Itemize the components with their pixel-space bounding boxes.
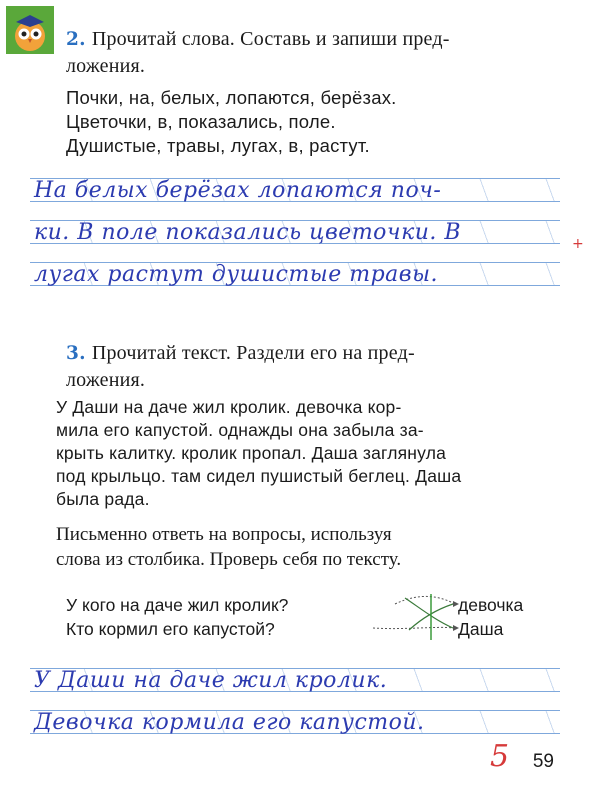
handwritten-line: Девочка кормила его капустой. xyxy=(34,710,425,735)
question-list xyxy=(66,593,366,641)
ruled-line xyxy=(30,262,560,286)
answer-word: Даша xyxy=(458,619,504,639)
answer-word: девочка xyxy=(458,595,524,615)
handwritten-line: На белых берёзах лопаются поч- xyxy=(34,178,442,203)
handwritten-line: ки. В поле показались цветочки. В xyxy=(34,220,462,245)
task-2-word-list xyxy=(66,86,397,158)
story-line: была рада. xyxy=(56,489,150,509)
answer-word-column xyxy=(458,593,568,641)
question: Кто кормил его капустой? xyxy=(66,619,275,639)
task-2-handwritten-answer xyxy=(30,178,560,304)
ruled-line xyxy=(30,668,560,692)
task-3-story xyxy=(56,396,556,511)
task-3-handwritten-answer xyxy=(30,668,560,752)
story-line: мила его капустой. однажды она забыла за- xyxy=(56,420,424,440)
word-line: Почки, на, белых, лопаются, берёзах. xyxy=(66,87,397,108)
ruled-line xyxy=(30,710,560,734)
teacher-plus-mark: + xyxy=(572,236,584,252)
task-2-title-line-2: ложения. xyxy=(66,55,146,77)
handwritten-line: лугах растут душистые травы. xyxy=(34,262,439,287)
task-3-title-line-2: ложения. xyxy=(66,369,146,391)
word-line: Цветочки, в, показались, поле. xyxy=(66,111,336,132)
matching-connector-lines xyxy=(365,590,460,646)
teacher-grade: 5 xyxy=(490,739,510,774)
page-number: 59 xyxy=(532,751,554,772)
task-2-title-line-1: Прочитай слова. Составь и запиши пред- xyxy=(91,28,450,50)
word-line: Душистые, травы, лугах, в, растут. xyxy=(66,135,370,156)
instruction-line: Письменно ответь на вопросы, используя xyxy=(56,524,392,545)
story-line: под крыльцо. там сидел пушистый беглец. Даша xyxy=(56,466,462,486)
task-2-title xyxy=(66,26,566,79)
task-3-title xyxy=(66,340,566,393)
owl-logo-icon xyxy=(6,6,54,54)
task-3-instruction xyxy=(56,522,556,572)
task-2-number: 2. xyxy=(66,29,86,50)
ruled-line xyxy=(30,178,560,202)
story-line: У Даши на даче жил кролик. девочка кор- xyxy=(56,397,402,417)
task-3-title-line-1: Прочитай текст. Раздели его на пред- xyxy=(91,342,415,364)
instruction-line: слова из столбика. Проверь себя по тексту. xyxy=(56,549,402,570)
handwritten-line: У Даши на даче жил кролик. xyxy=(34,668,388,693)
ruled-line xyxy=(30,220,560,244)
story-line: крыть калитку. кролик пропал. Даша заглянула xyxy=(56,443,447,463)
question: У кого на даче жил кролик? xyxy=(66,595,289,615)
task-3-number: 3. xyxy=(66,343,86,364)
